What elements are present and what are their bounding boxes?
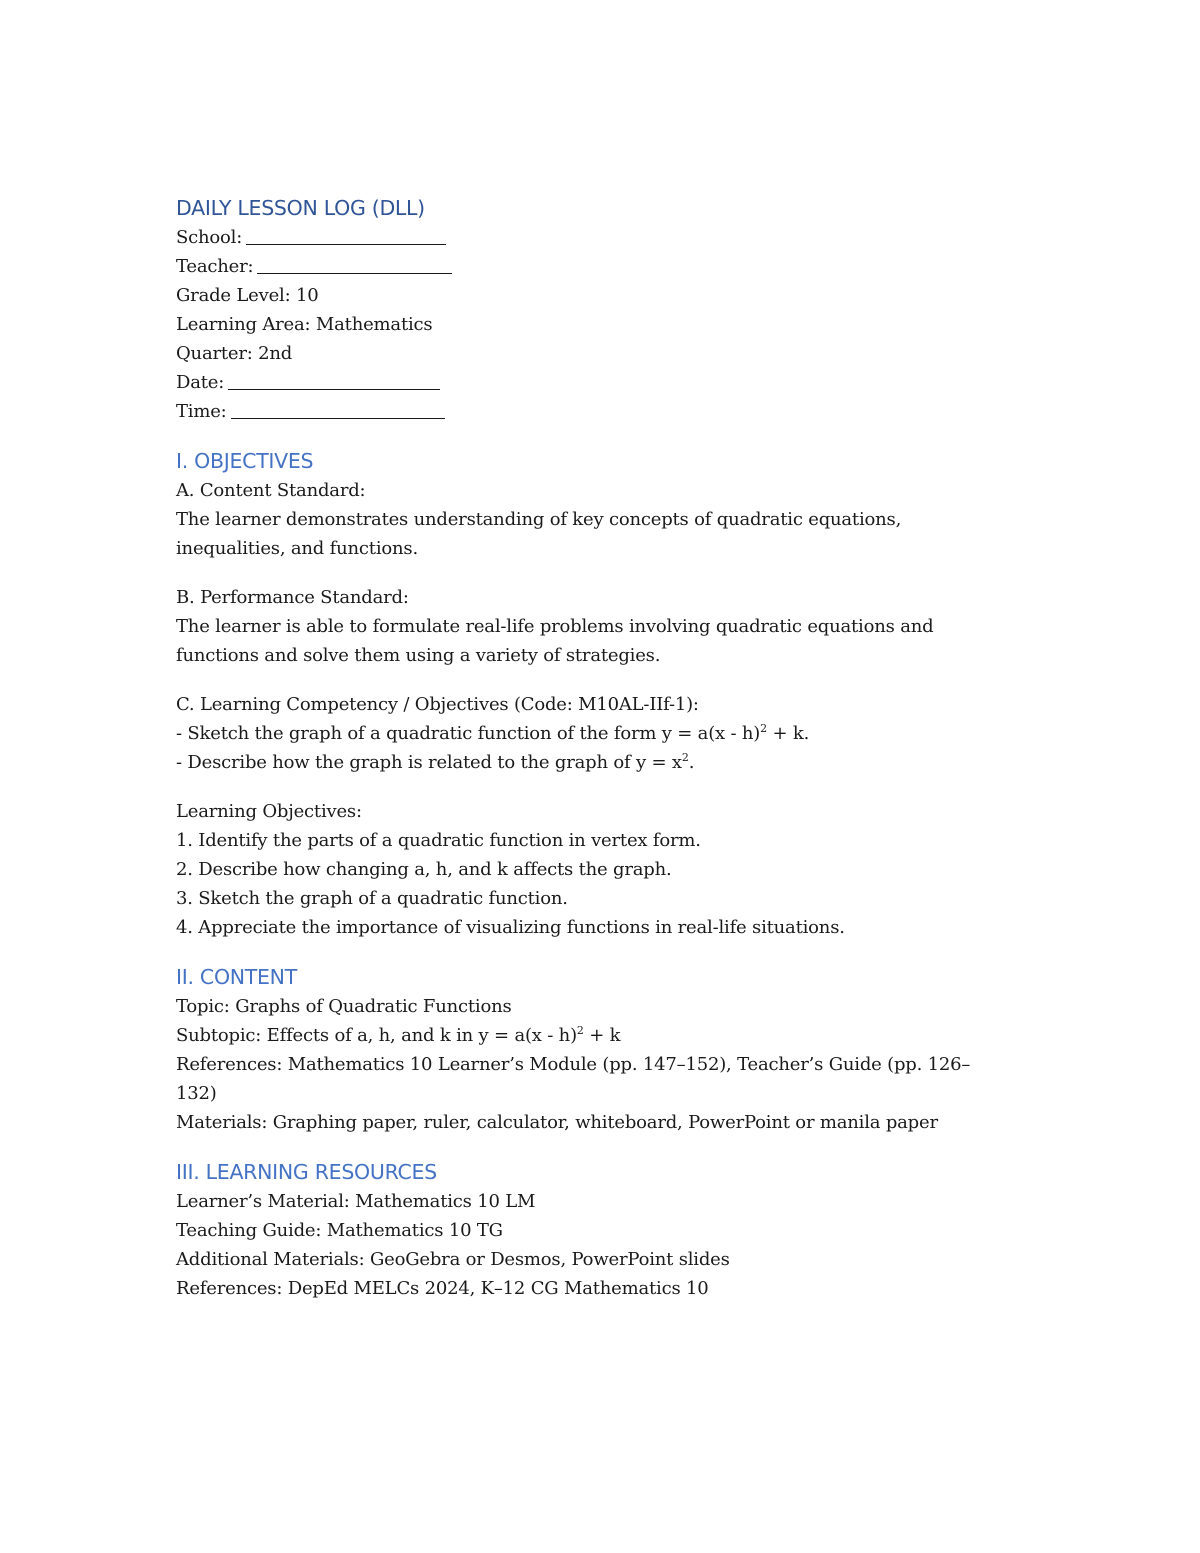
- references-line-2: 132): [176, 1083, 217, 1104]
- competency-2-text: - Describe how the graph is related to the graph of y = x: [176, 752, 682, 773]
- competency-1-exponent: 2: [760, 722, 767, 735]
- date-field: [176, 368, 1036, 397]
- resources-heading: III. LEARNING RESOURCES: [176, 1160, 437, 1184]
- performance-standard-text: The learner is able to formulate real-life problems involving quadratic equations and functions and solve them using a variety of strategies.: [176, 616, 934, 666]
- objectives-heading: I. OBJECTIVES: [176, 449, 314, 473]
- competency-label: C. Learning Competency / Objectives (Code: M10AL-IIf-1):: [176, 694, 699, 715]
- learning-area: Learning Area: Mathematics: [176, 314, 433, 335]
- quarter: Quarter: 2nd: [176, 343, 293, 364]
- competency-item-1: [176, 719, 1036, 748]
- date-blank[interactable]: [228, 371, 440, 390]
- time-label: Time:: [176, 401, 227, 422]
- school-blank[interactable]: [246, 226, 446, 245]
- subtopic-tail: + k: [583, 1025, 621, 1046]
- lesson-log-body: [176, 193, 1036, 1303]
- teacher-blank[interactable]: [257, 255, 452, 274]
- learning-objective-item: 4. Appreciate the importance of visualizing functions in real-life situations.: [176, 917, 845, 938]
- content-standard-label: A. Content Standard:: [176, 480, 366, 501]
- learning-objective-item: 1. Identify the parts of a quadratic function in vertex form.: [176, 830, 701, 851]
- competency-2-exponent: 2: [681, 751, 689, 764]
- subtopic-exponent: 2: [576, 1024, 584, 1037]
- learning-objective-item: 2. Describe how changing a, h, and k affects the graph.: [176, 859, 672, 880]
- competency-1-tail: + k.: [766, 723, 810, 744]
- competency-item-2: [176, 748, 1036, 777]
- time-blank[interactable]: [231, 400, 445, 419]
- resource-item: Teaching Guide: Mathematics 10 TG: [176, 1220, 503, 1241]
- subtopic-text: Subtopic: Effects of a, h, and k in y = a(x - h): [176, 1025, 577, 1046]
- references-line-1: References: Mathematics 10 Learner’s Module (pp. 147–152), Teacher’s Guide (pp. 126–: [176, 1054, 971, 1075]
- header-fields: [176, 223, 1036, 426]
- document-title: DAILY LESSON LOG (DLL): [176, 196, 425, 220]
- teacher-field: [176, 252, 1036, 281]
- resource-item: Learner’s Material: Mathematics 10 LM: [176, 1191, 536, 1212]
- topic: Topic: Graphs of Quadratic Functions: [176, 996, 512, 1017]
- materials: Materials: Graphing paper, ruler, calculator, whiteboard, PowerPoint or manila paper: [176, 1112, 938, 1133]
- learning-objectives-label: Learning Objectives:: [176, 801, 362, 822]
- school-label: School:: [176, 227, 243, 248]
- time-field: [176, 397, 1036, 426]
- date-label: Date:: [176, 372, 225, 393]
- competency-1-text: - Sketch the graph of a quadratic function of the form y = a(x - h): [176, 723, 761, 744]
- teacher-label: Teacher:: [176, 256, 254, 277]
- competency-2-tail: .: [688, 752, 695, 773]
- school-field: [176, 223, 1036, 252]
- grade-level: Grade Level: 10: [176, 285, 319, 306]
- resource-item: Additional Materials: GeoGebra or Desmos, PowerPoint slides: [176, 1249, 730, 1270]
- content-heading: II. CONTENT: [176, 965, 297, 989]
- resource-item: References: DepEd MELCs 2024, K–12 CG Mathematics 10: [176, 1278, 709, 1299]
- performance-standard-label: B. Performance Standard:: [176, 587, 409, 608]
- learning-objective-item: 3. Sketch the graph of a quadratic function.: [176, 888, 568, 909]
- content-standard-text: The learner demonstrates understanding of key concepts of quadratic equations, inequalities, and functions.: [176, 509, 902, 559]
- subtopic: [176, 1021, 1036, 1050]
